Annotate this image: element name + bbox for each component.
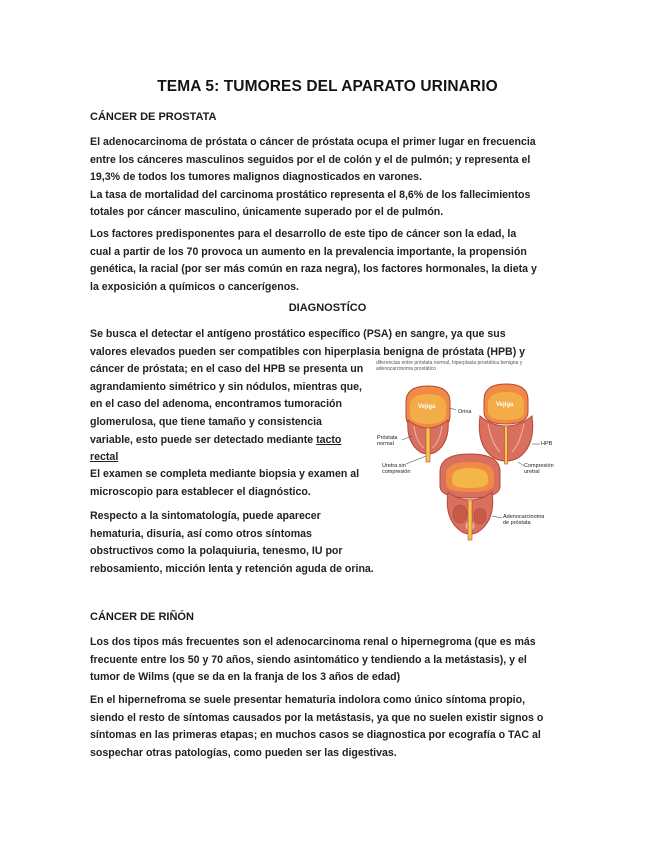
text-fragment: variable, esto puede ser detectado mediante — [90, 433, 317, 446]
label-adenocarcinoma — [503, 514, 544, 526]
label-orina: Orina — [458, 409, 472, 415]
text-line: valores elevados pueden ser compatibles con hiperplasia benigna de próstata (HPB) y — [90, 345, 526, 358]
text-line: El adenocarcinoma de próstata o cáncer de próstata ocupa el primer lugar en frecuencia — [90, 136, 536, 148]
paragraph-risk-factors — [90, 226, 537, 296]
paragraph-hipernefroma — [90, 692, 543, 762]
text-line: siendo el resto de síntomas causados por la metástasis, ya que no suelen existir signos o — [90, 711, 544, 724]
text-line: 19,3% de todos los tumores malignos diagnosticados en varones. — [90, 171, 423, 184]
text-line: En el hipernefroma se suele presentar hematuria indolora como único síntoma propio, — [90, 694, 526, 706]
label-line: compresión — [382, 469, 411, 476]
label-vejiga-hpb: Vejiga — [496, 402, 514, 408]
paragraph-prostate-intro — [90, 134, 536, 222]
text-line: La tasa de mortalidad del carcinoma prostático representa el 8,6% de los fallecimientos — [90, 188, 531, 201]
text-line: frecuente entre los 50 y 70 años, siendo asintomático y tendiendo a la metástasis), y el — [90, 653, 527, 666]
adenocarcinoma-drawing — [440, 454, 500, 540]
normal-prostate-drawing — [406, 386, 450, 462]
paragraph-kidney-types — [90, 634, 536, 687]
text-line: Se busca el detectar el antígeno prostático específico (PSA) en sangre, ya que sus — [90, 328, 506, 340]
paragraph-biopsy — [90, 466, 359, 501]
text-line: la exposición a químicos o cancerígenos. — [90, 280, 299, 293]
caption-line: diferencias entre próstata normal, hiperplasia prostática benigna y — [376, 360, 523, 366]
label-compresion-uretral — [524, 463, 554, 475]
section-heading-diagnostic: DIAGNOSTÍCO — [288, 302, 367, 314]
label-line: normal — [377, 441, 394, 448]
text-line: agrandamiento simétrico y sin nódulos, mientras que, — [90, 380, 362, 393]
caption-line: adenocarcinoma prostático — [376, 366, 437, 373]
text-line: totales por cáncer masculino, únicamente superado por el de pulmón. — [90, 206, 444, 219]
hpb-prostate-drawing — [479, 384, 532, 464]
text-line: microscopio para establecer el diagnóstico. — [90, 485, 311, 498]
text-line: Respecto a la sintomatología, puede aparecer — [90, 510, 321, 522]
label-line: Compresión — [524, 463, 554, 469]
text-line: hematuria, disuria, así como otros síntomas — [90, 527, 312, 540]
text-line: rebosamiento, micción lenta y retención aguda de orina. — [90, 562, 374, 575]
label-prostata-normal — [377, 435, 397, 447]
label-line: uretral — [524, 469, 540, 476]
text-line: cáncer de próstata; en el caso del HPB se presenta un — [90, 363, 364, 376]
label-vejiga-normal: Vejiga — [418, 404, 436, 410]
text-line: El examen se completa mediante biopsia y examen al — [90, 468, 360, 480]
text-line: entre los cánceres masculinos seguidos por el de colón y el de pulmón; y representa el — [90, 153, 531, 166]
tacto-rectal-link-continued: rectal — [90, 451, 119, 464]
text-line: Los dos tipos más frecuentes son el adenocarcinoma renal o hipernegroma (que es más — [90, 636, 536, 648]
section-heading-prostate: CÁNCER DE PROSTATA — [90, 111, 217, 123]
label-line: Próstata — [377, 435, 398, 441]
text-line: genética, la racial (por ser más común en raza negra), los factores hormonales, la dieta y — [90, 263, 537, 276]
label-hpb: HPB — [541, 441, 553, 447]
paragraph-symptoms — [90, 508, 374, 578]
text-line: sospechar otras patologías, como pueden ser las digestivas. — [90, 746, 397, 759]
prostate-figure — [376, 360, 568, 550]
text-line: glomerulosa, que tiene tamaño y consistencia — [90, 415, 322, 428]
label-line: de próstata — [503, 520, 531, 527]
text-line: en el caso del adenoma, encontramos tumoración — [90, 398, 342, 411]
text-line: Los factores predisponentes para el desarrollo de este tipo de cáncer son la edad, la — [90, 228, 517, 240]
label-line: Uretra sin — [382, 463, 406, 469]
section-heading-kidney: CÁNCER DE RIÑÓN — [90, 611, 194, 623]
label-line: Adenocarcinoma — [503, 514, 545, 520]
label-uretra-sin-compresion — [382, 463, 410, 475]
text-line: cual a partir de los 70 provoca un aumento en la prevalencia importante, la propensión — [90, 245, 527, 258]
text-line: tumor de Wilms (que se da en la franja de los 3 años de edad) — [90, 671, 401, 684]
page-title: TEMA 5: TUMORES DEL APARATO URINARIO — [157, 78, 498, 95]
text-line: obstructivos como la polaquiuria, tenesmo, IU por — [90, 545, 343, 558]
text-line: síntomas en las primeras etapas; en muchos casos se diagnostica por ecografía o TAC al — [90, 729, 541, 742]
tacto-rectal-link: tacto — [316, 433, 342, 446]
